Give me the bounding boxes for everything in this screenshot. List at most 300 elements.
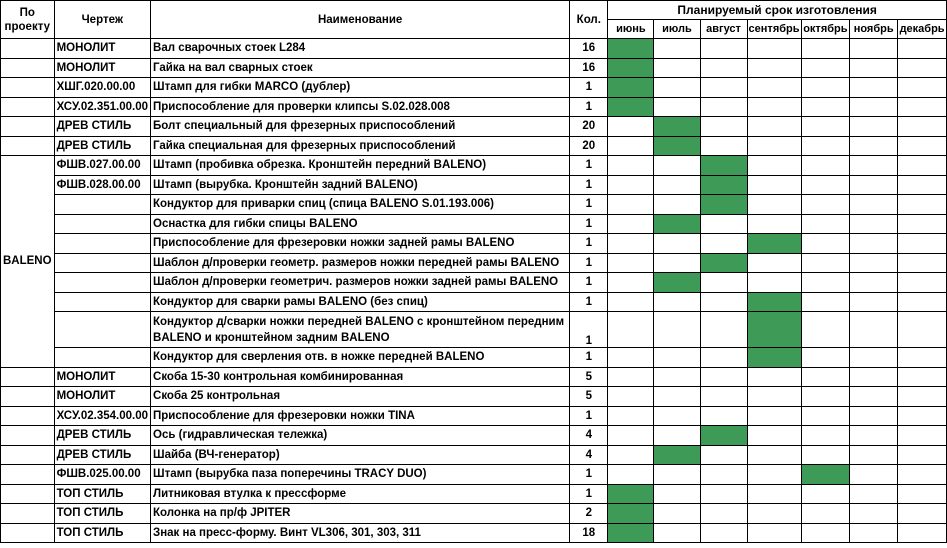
qty-cell: 1 — [570, 78, 608, 98]
schedule-cell — [608, 136, 654, 156]
month-header: сентябрь — [747, 20, 801, 39]
schedule-cell-filled — [801, 465, 850, 485]
qty-cell: 1 — [570, 348, 608, 368]
name-cell: Шайба (ВЧ-генератор) — [151, 445, 570, 465]
schedule-cell-filled — [608, 484, 654, 504]
schedule-cell — [850, 367, 898, 387]
schedule-cell — [608, 234, 654, 254]
schedule-cell — [898, 78, 947, 98]
schedule-cell — [898, 312, 947, 348]
schedule-cell — [654, 234, 700, 254]
schedule-cell — [700, 292, 747, 312]
qty-cell: 18 — [570, 523, 608, 543]
schedule-cell — [608, 175, 654, 195]
schedule-cell — [747, 367, 801, 387]
schedule-cell — [747, 253, 801, 273]
schedule-cell — [801, 78, 850, 98]
schedule-cell — [850, 273, 898, 293]
qty-cell: 1 — [570, 465, 608, 485]
schedule-cell — [801, 523, 850, 543]
table-row — [1, 426, 947, 446]
schedule-cell — [654, 97, 700, 117]
table-row — [1, 214, 947, 234]
name-cell: Штамп для гибки MARCO (дублер) — [151, 78, 570, 98]
name-cell: Вал сварочных стоек L284 — [151, 39, 570, 59]
header-plan — [608, 1, 947, 20]
schedule-cell — [747, 117, 801, 137]
qty-cell: 1 — [570, 175, 608, 195]
project-cell — [1, 426, 55, 446]
qty-cell: 1 — [570, 234, 608, 254]
schedule-cell — [801, 484, 850, 504]
schedule-cell — [801, 312, 850, 348]
name-cell: Колонка на пр/ф JPITER — [151, 504, 570, 524]
schedule-cell — [700, 406, 747, 426]
name-cell: Гайка специальная для фрезерных приспособлений — [151, 136, 570, 156]
name-cell: Штамп (вырубка паза поперечины TRACY DUO) — [151, 465, 570, 485]
schedule-cell-filled — [654, 445, 700, 465]
name-cell: Литниковая втулка к прессформе — [151, 484, 570, 504]
name-cell: Штамп (пробивка обрезка. Кронштейн передний BALENO) — [151, 156, 570, 176]
qty-cell: 20 — [570, 117, 608, 137]
table-row — [1, 253, 947, 273]
schedule-cell — [700, 117, 747, 137]
name-cell: Приспособление для фрезеровки ножки TINA — [151, 406, 570, 426]
schedule-cell — [747, 97, 801, 117]
schedule-cell — [654, 312, 700, 348]
month-header: октябрь — [801, 20, 850, 39]
qty-cell: 1 — [570, 253, 608, 273]
table-row — [1, 39, 947, 59]
schedule-cell — [898, 39, 947, 59]
schedule-cell — [850, 312, 898, 348]
table-row — [1, 312, 947, 348]
schedule-cell-filled — [747, 312, 801, 348]
schedule-cell — [654, 253, 700, 273]
project-cell — [1, 367, 55, 387]
schedule-cell — [608, 253, 654, 273]
schedule-cell — [850, 465, 898, 485]
schedule-cell — [608, 465, 654, 485]
schedule-cell — [654, 484, 700, 504]
table-row — [1, 523, 947, 543]
header-name — [151, 1, 570, 39]
schedule-cell-filled — [654, 136, 700, 156]
header-qty-label: Кол. — [576, 13, 601, 26]
schedule-cell — [608, 156, 654, 176]
schedule-cell — [801, 214, 850, 234]
qty-cell: 5 — [570, 367, 608, 387]
schedule-cell-filled — [700, 253, 747, 273]
schedule-cell-filled — [747, 348, 801, 368]
schedule-cell — [801, 292, 850, 312]
project-group-cell: BALENO — [1, 156, 55, 368]
project-cell — [1, 58, 55, 78]
drawing-cell: ХШГ.020.00.00 — [54, 78, 150, 98]
schedule-cell — [898, 292, 947, 312]
schedule-cell — [747, 136, 801, 156]
table-row — [1, 465, 947, 485]
schedule-cell — [801, 175, 850, 195]
schedule-cell — [898, 214, 947, 234]
schedule-cell — [700, 348, 747, 368]
header-name-label: Наименование — [317, 13, 403, 26]
drawing-cell: ХСУ.02.354.00.00 — [54, 406, 150, 426]
schedule-cell — [850, 195, 898, 215]
header-project-label: По проекту — [4, 6, 51, 33]
drawing-cell: ДРЕВ СТИЛЬ — [54, 136, 150, 156]
schedule-cell — [898, 253, 947, 273]
table-row — [1, 273, 947, 293]
name-cell: Кондуктор для приварки спиц (спица BALENO S.01.193.006) — [151, 195, 570, 215]
schedule-cell — [850, 175, 898, 195]
month-header: ноябрь — [850, 20, 898, 39]
schedule-cell — [898, 175, 947, 195]
schedule-cell-filled — [700, 175, 747, 195]
schedule-cell — [654, 348, 700, 368]
drawing-cell: ФШВ.027.00.00 — [54, 156, 150, 176]
schedule-cell — [898, 97, 947, 117]
schedule-cell — [898, 273, 947, 293]
qty-cell: 1 — [570, 214, 608, 234]
schedule-cell — [747, 78, 801, 98]
schedule-cell — [700, 234, 747, 254]
drawing-cell — [54, 312, 150, 348]
schedule-cell — [654, 292, 700, 312]
schedule-cell — [850, 292, 898, 312]
qty-cell: 16 — [570, 39, 608, 59]
schedule-cell — [850, 504, 898, 524]
schedule-cell-filled — [700, 195, 747, 215]
drawing-cell: ХСУ.02.351.00.00 — [54, 97, 150, 117]
schedule-cell — [801, 39, 850, 59]
schedule-cell — [898, 367, 947, 387]
schedule-cell — [608, 273, 654, 293]
schedule-cell — [850, 387, 898, 407]
schedule-cell — [850, 156, 898, 176]
project-cell — [1, 97, 55, 117]
schedule-cell — [850, 78, 898, 98]
schedule-cell — [654, 156, 700, 176]
schedule-cell — [700, 214, 747, 234]
schedule-cell — [608, 214, 654, 234]
project-cell — [1, 484, 55, 504]
qty-cell: 1 — [570, 97, 608, 117]
schedule-cell — [850, 406, 898, 426]
schedule-cell — [850, 234, 898, 254]
schedule-cell — [850, 426, 898, 446]
month-header: июль — [654, 20, 700, 39]
project-cell — [1, 387, 55, 407]
qty-cell: 1 — [570, 195, 608, 215]
schedule-cell-filled — [608, 504, 654, 524]
drawing-cell: ДРЕВ СТИЛЬ — [54, 426, 150, 446]
drawing-cell: ТОП СТИЛЬ — [54, 484, 150, 504]
drawing-cell — [54, 292, 150, 312]
project-cell — [1, 39, 55, 59]
table-row — [1, 195, 947, 215]
schedule-cell — [747, 523, 801, 543]
name-cell: Шаблон д/проверки геометрич. размеров ножки задней рамы BALENO — [151, 273, 570, 293]
table-row — [1, 58, 947, 78]
schedule-cell — [898, 465, 947, 485]
schedule-cell — [801, 136, 850, 156]
schedule-cell — [747, 195, 801, 215]
schedule-cell-filled — [747, 234, 801, 254]
schedule-cell-filled — [608, 39, 654, 59]
schedule-cell — [654, 39, 700, 59]
project-cell — [1, 136, 55, 156]
schedule-cell — [747, 156, 801, 176]
schedule-cell — [898, 117, 947, 137]
schedule-cell — [850, 445, 898, 465]
schedule-cell — [608, 406, 654, 426]
schedule-cell — [608, 445, 654, 465]
project-cell — [1, 78, 55, 98]
project-cell — [1, 523, 55, 543]
drawing-cell: МОНОЛИТ — [54, 58, 150, 78]
project-cell — [1, 445, 55, 465]
schedule-cell — [654, 504, 700, 524]
schedule-cell — [850, 253, 898, 273]
schedule-cell-filled — [747, 292, 801, 312]
schedule-cell — [608, 117, 654, 137]
schedule-cell-filled — [608, 58, 654, 78]
header-qty — [570, 1, 608, 39]
qty-cell: 2 — [570, 504, 608, 524]
schedule-cell — [700, 445, 747, 465]
schedule-cell — [700, 136, 747, 156]
drawing-cell — [54, 234, 150, 254]
name-cell: Скоба 25 контрольная — [151, 387, 570, 407]
schedule-cell — [654, 58, 700, 78]
schedule-cell — [608, 367, 654, 387]
drawing-cell: ФШВ.025.00.00 — [54, 465, 150, 485]
schedule-cell — [898, 504, 947, 524]
schedule-cell — [801, 367, 850, 387]
qty-cell: 4 — [570, 426, 608, 446]
table-row — [1, 292, 947, 312]
qty-cell: 1 — [570, 273, 608, 293]
project-cell — [1, 504, 55, 524]
schedule-cell — [898, 348, 947, 368]
schedule-cell — [898, 136, 947, 156]
header-project — [1, 1, 55, 39]
schedule-cell — [747, 39, 801, 59]
schedule-cell — [654, 175, 700, 195]
drawing-cell: ТОП СТИЛЬ — [54, 504, 150, 524]
schedule-cell — [654, 523, 700, 543]
schedule-cell — [700, 504, 747, 524]
schedule-cell — [747, 465, 801, 485]
schedule-cell — [747, 214, 801, 234]
schedule-cell-filled — [654, 273, 700, 293]
drawing-cell — [54, 214, 150, 234]
schedule-cell — [801, 97, 850, 117]
schedule-cell — [747, 387, 801, 407]
schedule-cell — [850, 136, 898, 156]
schedule-cell — [747, 406, 801, 426]
schedule-cell — [801, 348, 850, 368]
schedule-cell — [898, 406, 947, 426]
schedule-cell — [898, 156, 947, 176]
table-row — [1, 367, 947, 387]
schedule-cell-filled — [608, 78, 654, 98]
schedule-cell — [850, 117, 898, 137]
schedule-cell — [700, 367, 747, 387]
qty-cell: 1 — [570, 484, 608, 504]
table-row — [1, 387, 947, 407]
qty-cell: 16 — [570, 58, 608, 78]
schedule-cell — [898, 195, 947, 215]
schedule-cell — [700, 523, 747, 543]
schedule-cell — [654, 465, 700, 485]
drawing-cell: ДРЕВ СТИЛЬ — [54, 117, 150, 137]
schedule-cell — [801, 504, 850, 524]
schedule-cell-filled — [608, 523, 654, 543]
schedule-cell — [700, 484, 747, 504]
schedule-cell — [898, 426, 947, 446]
qty-cell: 5 — [570, 387, 608, 407]
qty-cell: 1 — [570, 156, 608, 176]
table-row — [1, 348, 947, 368]
schedule-cell — [850, 484, 898, 504]
header-drawing — [54, 1, 150, 39]
name-cell: Скоба 15-30 контрольная комбинированная — [151, 367, 570, 387]
month-header: август — [700, 20, 747, 39]
schedule-cell — [850, 97, 898, 117]
name-cell: Кондуктор для сварки рамы BALENO (без спиц) — [151, 292, 570, 312]
schedule-cell — [747, 58, 801, 78]
schedule-cell — [898, 387, 947, 407]
drawing-cell — [54, 253, 150, 273]
name-cell: Оснастка для гибки спицы BALENO — [151, 214, 570, 234]
project-cell — [1, 117, 55, 137]
schedule-cell — [801, 445, 850, 465]
schedule-cell — [608, 312, 654, 348]
qty-cell: 1 — [570, 406, 608, 426]
schedule-cell — [801, 58, 850, 78]
drawing-cell: МОНОЛИТ — [54, 39, 150, 59]
table-row — [1, 156, 947, 176]
qty-cell: 1 — [570, 292, 608, 312]
schedule-cell — [654, 426, 700, 446]
schedule-cell — [801, 387, 850, 407]
schedule-cell — [608, 195, 654, 215]
schedule-cell-filled — [654, 117, 700, 137]
schedule-cell — [898, 523, 947, 543]
schedule-cell-filled — [700, 156, 747, 176]
schedule-cell — [700, 465, 747, 485]
drawing-cell: МОНОЛИТ — [54, 387, 150, 407]
name-cell: Болт специальный для фрезерных приспособлений — [151, 117, 570, 137]
schedule-cell — [700, 39, 747, 59]
drawing-cell — [54, 273, 150, 293]
schedule-cell — [801, 117, 850, 137]
drawing-cell: ДРЕВ СТИЛЬ — [54, 445, 150, 465]
schedule-cell — [747, 426, 801, 446]
schedule-cell — [747, 504, 801, 524]
schedule-cell — [801, 426, 850, 446]
schedule-cell — [898, 445, 947, 465]
schedule-cell — [654, 387, 700, 407]
qty-cell: 4 — [570, 445, 608, 465]
schedule-cell — [700, 97, 747, 117]
schedule-cell — [608, 348, 654, 368]
schedule-cell — [801, 156, 850, 176]
qty-cell: 1 — [570, 312, 608, 348]
schedule-cell — [898, 58, 947, 78]
project-cell — [1, 465, 55, 485]
header-plan-label: Планируемый срок изготовления — [677, 3, 877, 17]
table-row — [1, 406, 947, 426]
schedule-cell — [801, 273, 850, 293]
schedule-cell — [898, 234, 947, 254]
month-header: июнь — [608, 20, 654, 39]
table-row — [1, 97, 947, 117]
name-cell: Приспособление для проверки клипсы S.02.028.008 — [151, 97, 570, 117]
schedule-cell — [801, 234, 850, 254]
schedule-cell — [700, 273, 747, 293]
month-header: декабрь — [898, 20, 947, 39]
name-cell: Кондуктор для сверления отв. в ножке передней BALENO — [151, 348, 570, 368]
schedule-cell — [801, 253, 850, 273]
schedule-cell — [850, 523, 898, 543]
table-row — [1, 175, 947, 195]
name-cell: Ось (гидравлическая тележка) — [151, 426, 570, 446]
schedule-cell — [654, 78, 700, 98]
schedule-cell — [654, 195, 700, 215]
drawing-cell: ФШВ.028.00.00 — [54, 175, 150, 195]
schedule-cell — [850, 214, 898, 234]
schedule-cell — [700, 78, 747, 98]
schedule-cell — [747, 273, 801, 293]
schedule-cell — [700, 387, 747, 407]
name-cell: Знак на пресс-форму. Винт VL306, 301, 303, 311 — [151, 523, 570, 543]
schedule-body — [1, 39, 947, 543]
drawing-cell — [54, 195, 150, 215]
schedule-cell-filled — [608, 97, 654, 117]
schedule-cell — [608, 387, 654, 407]
schedule-cell — [747, 445, 801, 465]
name-cell: Гайка на вал сварных стоек — [151, 58, 570, 78]
header-drawing-label: Чертеж — [81, 13, 123, 26]
name-cell: Приспособление для фрезеровки ножки задней рамы BALENO — [151, 234, 570, 254]
name-cell: Шаблон д/проверки геометр. размеров ножки передней рамы BALENO — [151, 253, 570, 273]
schedule-cell — [747, 484, 801, 504]
schedule-cell — [700, 312, 747, 348]
schedule-cell-filled — [700, 426, 747, 446]
schedule-cell — [700, 58, 747, 78]
schedule-cell — [747, 175, 801, 195]
drawing-cell — [54, 348, 150, 368]
schedule-cell — [801, 406, 850, 426]
table-row — [1, 504, 947, 524]
schedule-cell — [850, 348, 898, 368]
table-row — [1, 484, 947, 504]
qty-cell: 20 — [570, 136, 608, 156]
schedule-cell — [654, 367, 700, 387]
table-row — [1, 78, 947, 98]
table-row — [1, 117, 947, 137]
name-cell: Кондуктор д/сварки ножки передней BALENO с кронштейном передним BALENO и кронштейном задним BALENO — [151, 312, 570, 348]
schedule-cell — [801, 195, 850, 215]
name-cell: Штамп (вырубка. Кронштейн задний BALENO) — [151, 175, 570, 195]
schedule-cell — [850, 39, 898, 59]
schedule-cell — [608, 426, 654, 446]
schedule-cell — [850, 58, 898, 78]
schedule-cell — [898, 484, 947, 504]
